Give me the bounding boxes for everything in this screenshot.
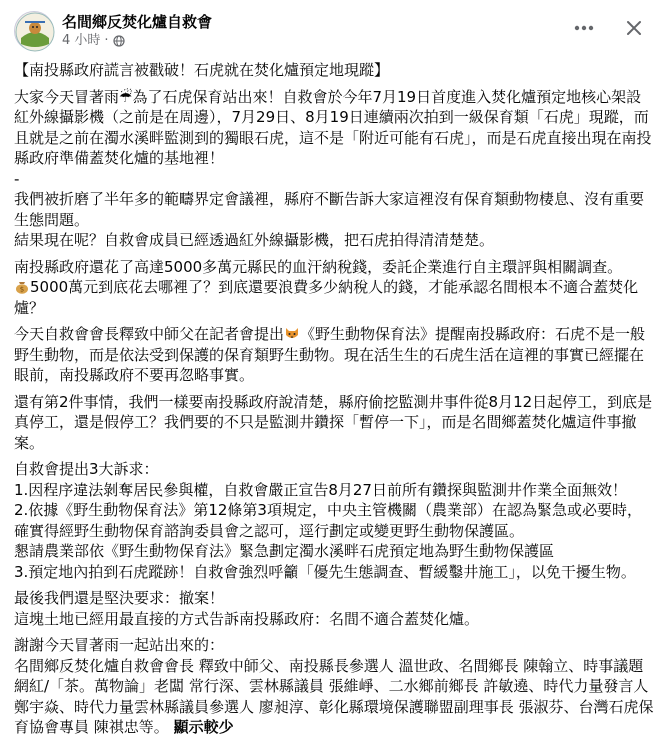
thanks-list: [14, 656, 654, 738]
post-paragraph-5: 還有第2件事情，我們一樣要南投縣政府說清楚，縣府偷挖監測井事件從8月12日起停工，到底是真停工，還是假停工？我們要的不只是監測井鑽探「暫停一下」，而是名間鄉蓋焚化爐這件事撤案。: [14, 392, 653, 452]
cat-emoji: [284, 325, 300, 341]
post-paragraph-2b: 結果現在呢？自救會成員已經透過紅外線攝影機，把石虎拍得清清楚楚。: [14, 231, 495, 249]
demand-2: 2.依據《野生動物保育法》第12條第3項規定，中央主管機關（農業部）在認為緊急或必要時，確實得經野生動物保育諮詢委員會之認可，逕行劃定或變更野生動物保護區。: [14, 501, 642, 540]
post-paragraph-1: 大家今天冒著雨☔為了石虎保育站出來！自救會於今年7月19日首度進入焚化爐預定地核心架設紅外線攝影機（之前是在周邊），7月29日、8月19日連續兩次拍到一級保育類「石虎」現蹤，而且就是之前在濁水溪畔監測到的獨眼石虎，這不是「附近可能有石虎」，而是石虎直接出現在南投縣政府準備蓋焚化爐的基地裡！: [14, 87, 652, 167]
post-actions: [568, 12, 650, 44]
post-timestamp[interactable]: 4 小時: [62, 33, 101, 48]
post-paragraph-7a: 最後我們還是堅決要求：撤案！: [14, 589, 225, 607]
post-dash: -: [14, 169, 20, 188]
post-paragraph-3b: [14, 277, 654, 318]
post-title: 【南投縣政府謊言被戳破！石虎就在焚化爐預定地現蹤】: [14, 61, 390, 79]
post-time-row: [62, 32, 212, 50]
thanks-heading: 謝謝今天冒著雨一起站出來的：: [14, 636, 225, 654]
demands-heading: 自救會提出3大訴求：: [14, 460, 159, 478]
demand-1: 1.因程序違法剝奪居民參與權，自救會嚴正宣告8月27日前所有鑽探與監測井作業全面無效！: [14, 480, 627, 499]
post-paragraph-4: [14, 324, 654, 386]
demand-3: 3.預定地內拍到石虎蹤跡！自救會強烈呼籲「優先生態調查、暫緩鑿井施工」，以免干擾生物。: [14, 562, 636, 581]
moneybag-emoji: [14, 278, 30, 294]
page-avatar[interactable]: [14, 11, 54, 51]
thanks-list-text: 名間鄉反焚化爐自救會會長 釋致中師父、南投縣長參選人 溫世政、名間鄉長 陳翰立、時事議題網紅/「茶。萬物論」老闆 常行深、雲林縣議員 張維崢、二水鄉前鄉長 許敏遶、時代力量發言人 鄭宇焱、時代力量雲林縣議員參選人 廖昶淳、彰化縣環境保護聯盟副理事長 張淑芬、台灣石虎保育協會專員 陳祺忠等。: [14, 656, 654, 736]
post-paragraph-4b: 《野生動物保育法》提醒南投縣政府：石虎不是一般野生動物，而是依法受到保護的保育類野生動物。現在活生生的石虎生活在這裡的事實已經擺在眼前，南投縣政府不要再忽略事實。: [14, 325, 646, 384]
post-paragraph-2a: 我們被折磨了半年多的範疇界定會議裡，縣府不斷告訴大家這裡沒有保育類動物棲息、沒有重要生態問題。: [14, 190, 645, 229]
post-paragraph-3a: 南投縣政府還花了高達5000多萬元縣民的血汗納稅錢，委託企業進行自主環評與相關調查。: [14, 257, 623, 276]
post-body: [14, 60, 654, 738]
globe-icon: [113, 35, 125, 47]
post-meta: [62, 12, 212, 50]
page-name-link[interactable]: 名間鄉反焚化爐自救會: [62, 13, 213, 31]
post-header: [14, 0, 654, 60]
svg-text:$: $: [19, 285, 25, 294]
close-icon[interactable]: [618, 12, 650, 44]
post-paragraph-3b-text: 5000萬元到底花去哪裡了？到底還要浪費多少納稅人的錢，才能承認名間根本不適合蓋焚化爐？: [14, 278, 639, 317]
separator-dot: ·: [104, 33, 109, 48]
demand-2-request: 懇請農業部依《野生動物保育法》緊急劃定濁水溪畔石虎預定地為野生動物保護區: [14, 542, 555, 560]
more-options-icon[interactable]: [568, 12, 600, 44]
post-paragraph-7b: 這塊土地已經用最直接的方式告訴南投縣政府：名間不適合蓋焚化爐。: [14, 609, 480, 628]
see-less-link[interactable]: 顯示較少: [173, 718, 234, 736]
post-paragraph-4a: 今天自救會會長釋致中師父在記者會提出: [14, 325, 285, 343]
